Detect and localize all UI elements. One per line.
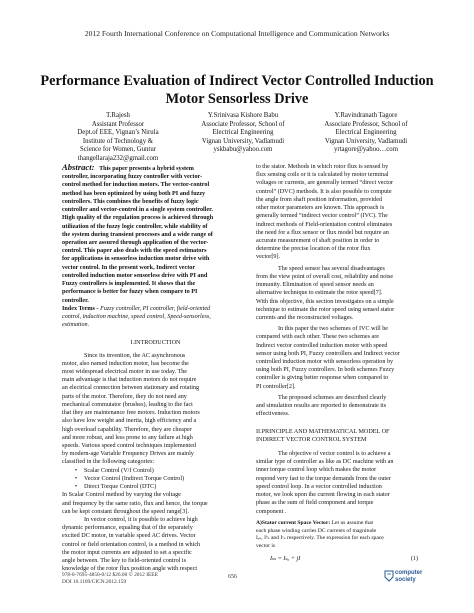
author-line: Institute of Technology & xyxy=(82,137,154,145)
body-line: control” (DVC) methods. It is also possible to compute xyxy=(256,188,392,195)
intro-line: motor, also named induction motor, has become the xyxy=(62,360,189,367)
list-item: • Vector Control (Indirect Torque Control) xyxy=(75,475,185,482)
body-line: alternative technique to estimate the rotor speed[7]. xyxy=(256,290,383,297)
logo-text: computer society xyxy=(395,570,423,583)
abstract-line: operation are assured through application of the vector- xyxy=(62,239,209,246)
intro-line: speeds. Various speed control techniques implemented xyxy=(62,443,196,449)
body-line: vector[9]. xyxy=(256,254,281,261)
intro-line: an electrical connection between stationary and rotating xyxy=(62,385,200,392)
body-line: PI controller[2]. xyxy=(256,383,296,390)
right-para-3 xyxy=(256,325,418,391)
author-block-1 xyxy=(58,112,178,164)
bullet-icon: • xyxy=(75,475,78,482)
abstract-line: High quality of the regulation process is achieved through xyxy=(62,215,214,222)
intro-line: can be kept constant throughout the speed range[3]. xyxy=(62,508,189,515)
abstract-line: controller and vector-control in a single system controller. xyxy=(62,207,213,214)
author-line: Y.Ravindranath Tagore xyxy=(334,112,398,119)
body-line: In this paper the two schemes of IVC will be xyxy=(278,326,388,333)
author-block-2 xyxy=(183,112,303,155)
intro-line: and more robust, and less prone to any failure at high xyxy=(62,434,193,441)
author-line: Vignan University, Vadlamudi xyxy=(201,137,285,145)
body-line: each phase winding carries DC currents of magnitude xyxy=(256,527,377,534)
intro-line: main advantage is that induction motors do not require xyxy=(62,377,197,384)
equation-number: (1) xyxy=(410,555,418,562)
author-line: Science for Women, Guntur xyxy=(80,146,156,154)
body-line: The objective of vector control is to achieve a xyxy=(278,451,391,457)
abstract-line: the system during transient processes and a wide range of xyxy=(62,231,213,238)
intro-line: mechanical commutator (brushes), leading to the fact xyxy=(62,401,193,408)
intro-line: In Scalar Control method by varying the voltage xyxy=(62,492,181,499)
body-line: inner torque control loop which makes the motor xyxy=(256,467,377,474)
body-line: generally termed “indirect vector control” (IVC). The xyxy=(256,213,388,220)
index-terms-label: Index Terms - xyxy=(62,305,99,312)
author-line: yskbabu@yahoo.com xyxy=(213,146,273,154)
body-line: voltages or currents, are generally termed “direct vector xyxy=(256,180,394,187)
author-line: Dept.of EEE, Vignan’s Nirula xyxy=(77,129,159,137)
ieee-logo-icon xyxy=(384,570,394,582)
body-line: the angle from shaft position information, provided xyxy=(256,196,383,203)
body-line: Indirect vector controlled induction motor with speed xyxy=(256,342,388,349)
title-line-1: Performance Evaluation of Indirect Vector Controlled Induction xyxy=(40,73,434,89)
left-column xyxy=(62,163,249,574)
intro-line: and frequency by the same ratio, flux and hence, the torque xyxy=(62,500,208,507)
equation-expression: Iₛₛ = Iₛₐ + jI xyxy=(270,555,301,562)
author-line: Y.Srinivasa Kishore Babu xyxy=(207,112,279,119)
abstract-line: Fuzzy controllers is implemented. It shows that the xyxy=(62,281,196,288)
author-line: Associate Professor, School of xyxy=(201,120,285,128)
abstract-line: vector control. In the present work, Indirect vector xyxy=(62,264,196,271)
abstract-line: controller, incorporating fuzzy controller with vector- xyxy=(62,174,203,181)
right-column xyxy=(256,163,418,567)
body-line: controller is giving better response when compared to xyxy=(256,375,389,382)
computer-society-logo xyxy=(384,568,423,588)
body-line: using both PI, Fuzzy controllers. In both schemes Fuzzy xyxy=(256,367,395,374)
body-line: the need for a flux sensor or flux model but require an xyxy=(256,229,389,236)
author-line: Vignan University, Vadlamudi xyxy=(324,137,408,145)
body-line: from the view point of overall cost, reliability and noise xyxy=(256,273,394,280)
intro-line: the motor input currents are adjusted to set a specific xyxy=(62,549,192,556)
author-line: thangellaraja232@gmail.com xyxy=(77,154,159,162)
index-terms: Index Terms - Fuzzy controller, PI controller, field-oriented control, induction machine, speed control, Speed-sensorless, estimation. xyxy=(62,305,249,330)
abstract-line: controllers. This combines the benefits of fuzzy logic xyxy=(62,198,199,205)
body-line: similar type of controller as like as DC machine with an xyxy=(256,459,394,466)
right-para-4 xyxy=(256,394,418,419)
intro-line: dynamic performance, equaling that of the separately xyxy=(62,525,193,532)
body-line: motor, we look upon the current flowing in each stator xyxy=(256,492,390,499)
abstract-line: performance is better for fuzzy when compare to PI xyxy=(62,289,198,296)
body-line: speed control loop. In a vector controlled induction xyxy=(256,483,382,490)
body-line: flux sensing coils or it is calculated by motor terminal xyxy=(256,172,389,179)
control-categories-list xyxy=(62,467,249,492)
intro-line: parts of the motor. Therefore, they do not need any xyxy=(62,393,187,400)
section-2-heading xyxy=(256,428,418,444)
body-line: and simulation results are reported to demonstrate its xyxy=(256,403,387,410)
body-line: to the stator. Methods in which rotor flux is sensed by xyxy=(256,164,389,170)
body-line: determine the precise location of the rotor flux xyxy=(256,246,371,253)
body-line: other motor parameters are known. This approach is xyxy=(256,205,385,212)
page-number: 656 xyxy=(228,574,237,580)
body-line: accurate measurement of shaft position in order to xyxy=(256,237,380,244)
right-para-5 xyxy=(256,450,418,516)
doi-text: DOI 10.1109/CICN.2012.159 xyxy=(62,579,127,585)
abstract-line: control. This paper also deals with the speed estimators xyxy=(62,248,207,255)
body-line: indirect methods of Field-orientation control eliminates xyxy=(256,221,393,228)
footer-left xyxy=(62,572,158,586)
bullet-icon: • xyxy=(75,467,78,474)
intro-line: excited DC motor, in variable speed AC drives. Vector xyxy=(62,533,196,540)
intro-line: also have low weight and inertia, high efficiency and a xyxy=(62,418,197,425)
introduction-para-1 xyxy=(62,352,249,467)
intro-line: by modern-age Variable Frequency Drives are mainly xyxy=(62,451,194,458)
index-terms-line: estimation. xyxy=(62,322,90,329)
list-item: • Direct Torque Control (DTC) xyxy=(75,484,157,491)
intro-line: control or field orientation control, is a method in which xyxy=(62,541,201,548)
abstract xyxy=(62,163,249,305)
abstract-line: for applications in sensorless induction motor drive with xyxy=(62,256,210,263)
body-line: currents and the reconstructed voltages. xyxy=(256,314,354,321)
abstract-line: controller. xyxy=(62,297,89,304)
body-line: sensor using both PI, Fuzzy controllers and Indirect vector xyxy=(256,350,400,357)
equation-1 xyxy=(256,555,418,567)
abstract-line-1: Abstract: This paper presents a hybrid system xyxy=(62,162,194,172)
abstract-line: method has been optimized by using both PI and fuzzy xyxy=(62,190,206,197)
subsection-stator-current: A)Stator current Space Vector: Let us assume that each phase winding carries DC currents of magnitude Iₐₛ, Iᵇₛ and Iᶜₛ respectively. The expression for each space vector is xyxy=(256,520,418,551)
body-line: technique to estimate the rotor speed using sensed stator xyxy=(256,306,395,313)
isbn-text: 978-0-7695-4850-0/12 $26.00 © 2012 IEEE xyxy=(62,572,158,578)
abstract-label: Abstract: xyxy=(62,162,95,172)
right-para-1 xyxy=(256,163,418,262)
introduction-para-2 xyxy=(62,491,249,573)
body-line: The speed sensor has several disadvantages xyxy=(278,265,385,272)
right-para-2 xyxy=(256,265,418,323)
intro-line: classified in the following categories: xyxy=(62,459,155,466)
body-line: compared with each other. These two schemes are xyxy=(256,334,379,341)
body-line: component . xyxy=(256,508,287,515)
subsection-label: A)Stator current Space Vector: xyxy=(256,519,331,526)
author-line: yrtagore@yahoo…com xyxy=(333,146,398,154)
body-line: With this objective, this section investigates on a simple xyxy=(256,298,394,305)
conference-header: 2012 Fourth International Conference on Computational Intelligence and Communication Networks xyxy=(84,29,390,38)
author-line: Electrical Engineering xyxy=(212,129,274,137)
author-line: Electrical Engineering xyxy=(335,129,397,137)
body-line: respond very fast to the torque demands from the outer xyxy=(256,475,391,482)
paper-title xyxy=(20,72,454,108)
heading-line: INDIRECT VECTOR CONTROL SYSTEM xyxy=(256,436,367,443)
body-line: Iₐₛ, Iᵇₛ and Iᶜₛ respectively. The expression for each space xyxy=(256,535,384,542)
body-line: effectiveness. xyxy=(256,411,290,418)
intro-line: most widespread electrical motor in use today. The xyxy=(62,369,187,376)
bullet-icon: • xyxy=(75,484,78,491)
intro-line: Since its invention, the AC asynchronous xyxy=(84,352,186,359)
author-block-3 xyxy=(306,112,426,155)
index-terms-line: control, induction machine, speed control, Speed-sensorless, xyxy=(62,313,211,320)
abstract-line: utilization of the fuzzy logic controller, while stability of xyxy=(62,223,208,230)
title-line-2: Motor Sensorless Drive xyxy=(165,91,309,107)
author-line: Associate Professor, School of xyxy=(324,120,408,128)
heading-line: II.PRINCIPLE AND MATHEMATICAL MODEL OF xyxy=(256,428,390,435)
body-line: phase as the sum of field component and torque xyxy=(256,500,374,507)
intro-line: In vector control, it is possible to achieve high xyxy=(84,516,198,523)
intro-line: high overload capability. Therefore, they are cheaper xyxy=(62,426,192,433)
intro-line: angle between. The key to field-oriented control is xyxy=(62,558,187,565)
author-line: T.Rajesh xyxy=(106,112,130,119)
list-item: • Scalar Control (V/f Control) xyxy=(75,467,154,474)
intro-line: that they are maintenance free motors. Induction motors xyxy=(62,410,200,417)
author-line: Assistant Professor xyxy=(91,120,145,128)
body-line: vector is xyxy=(256,543,276,550)
body-line: The proposed schemes are described clearly xyxy=(278,394,387,401)
abstract-line: control method for induction motors. The vector-control xyxy=(62,182,210,189)
introduction-heading: I.INTRODUCTION xyxy=(130,340,181,347)
body-line: controlled induction motor with sensorless operation by xyxy=(256,359,394,366)
intro-line: knowledge of the rotor flux position angle with respect xyxy=(62,566,198,573)
body-line: immunity. Elimination of speed sensor needs an xyxy=(256,282,374,289)
abstract-line: controlled induction motor sensorless drive with PI and xyxy=(62,272,208,279)
